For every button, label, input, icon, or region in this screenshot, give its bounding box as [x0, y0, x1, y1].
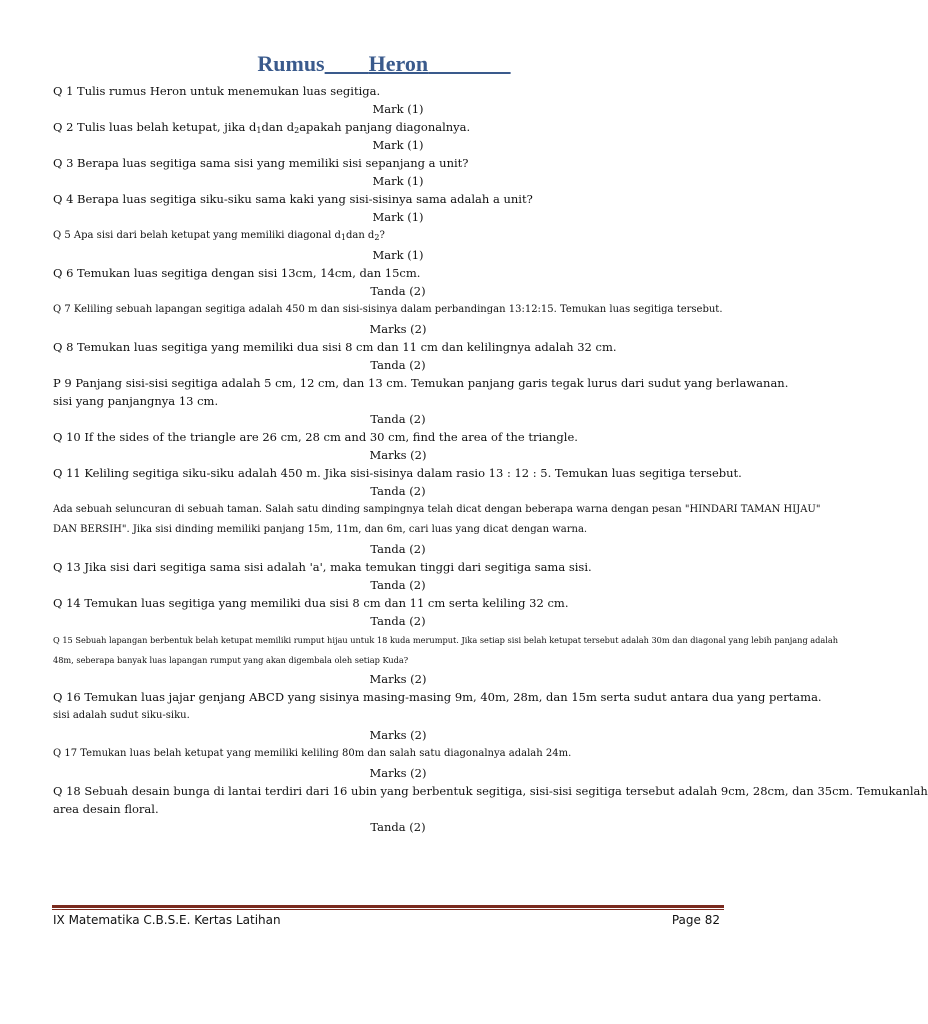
question-14: Q 14 Temukan luas segitiga yang memiliki dua sisi 8 cm dan 11 cm serta keliling 32 cm. [53, 596, 569, 610]
question-10: Q 10 If the sides of the triangle are 26 cm, 28 cm and 30 cm, find the area of the triangle. [53, 430, 578, 444]
question-5-text-b: dan d [345, 230, 375, 241]
mark-16: Marks (2) [369, 728, 427, 742]
title-word-rumus: Rumus [257, 51, 325, 76]
mark-10: Marks (2) [369, 448, 427, 462]
mark-1: Mark (1) [372, 102, 424, 116]
question-2-sub-2: 2 [294, 126, 300, 135]
mark-11: Tanda (2) [370, 484, 426, 498]
mark-7: Marks (2) [369, 322, 427, 336]
mark-18: Tanda (2) [370, 820, 426, 834]
question-18-line-2: area desain floral. [53, 802, 159, 816]
question-5-sub-1: 1 [340, 233, 346, 242]
question-15-line-1: Q 15 Sebuah lapangan berbentuk belah ketupat memiliki rumput hijau untuk 18 kuda merumput. Jika setiap sisi belah ketupat tersebut adalah 30m dan diagonal yang lebih panjang adalah [53, 635, 839, 645]
question-5-text-c: ? [379, 230, 385, 241]
mark-8: Tanda (2) [370, 358, 426, 372]
title-underline-tail [428, 51, 511, 76]
mark-5: Mark (1) [372, 248, 424, 262]
question-5-sub-2: 2 [374, 233, 380, 242]
question-8: Q 8 Temukan luas segitiga yang memiliki dua sisi 8 cm dan 11 cm dan kelilingnya adalah 32 cm. [53, 340, 617, 354]
question-16-line-1: Q 16 Temukan luas jajar genjang ABCD yang sisinya masing-masing 9m, 40m, 28m, dan 15m serta sudut antara dua yang pertama. [53, 690, 822, 704]
question-list [53, 82, 928, 836]
question-1: Q 1 Tulis rumus Heron untuk menemukan luas segitiga. [53, 84, 381, 98]
page-title [0, 50, 768, 78]
footer-divider [52, 905, 724, 908]
question-12-line-1: Ada sebuah seluncuran di sebuah taman. Salah satu dinding sampingnya telah dicat dengan beberapa warna dengan pesan "HINDARI TAMAN HIJAU" [53, 504, 821, 515]
question-11: Q 11 Keliling segitiga siku-siku adalah 450 m. Jika sisi-sisinya dalam rasio 13 : 12 : 5. Temukan luas segitiga tersebut. [53, 466, 742, 480]
question-2-text-a: Q 2 Tulis luas belah ketupat, jika d [53, 120, 257, 134]
mark-13: Tanda (2) [370, 578, 426, 592]
title-word-heron: Heron [368, 51, 429, 76]
question-3: Q 3 Berapa luas segitiga sama sisi yang memiliki sisi sepanjang a unit? [53, 156, 469, 170]
mark-4: Mark (1) [372, 210, 424, 224]
mark-14: Tanda (2) [370, 614, 426, 628]
footer-page-number: Page 82 [671, 913, 720, 927]
question-2-sub-1: 1 [256, 126, 262, 135]
question-7: Q 7 Keliling sebuah lapangan segitiga adalah 450 m dan sisi-sisinya dalam perbandingan 13:12:15. Temukan luas segitiga tersebut. [53, 304, 723, 315]
mark-9: Tanda (2) [370, 412, 426, 426]
question-4: Q 4 Berapa luas segitiga siku-siku sama kaki yang sisi-sisinya sama adalah a unit? [53, 192, 533, 206]
question-5 [53, 226, 743, 246]
question-16-line-2: sisi adalah sudut siku-siku. [53, 710, 190, 721]
mark-12: Tanda (2) [370, 542, 426, 556]
question-2-text-b: dan d [261, 120, 295, 134]
mark-3: Mark (1) [372, 174, 424, 188]
question-12-line-2: DAN BERSIH". Jika sisi dinding memiliki panjang 15m, 11m, dan 6m, cari luas yang dicat dengan warna. [53, 524, 588, 535]
footer-divider-thin [52, 909, 724, 910]
question-17: Q 17 Temukan luas belah ketupat yang memiliki keliling 80m dan salah satu diagonalnya adalah 24m. [53, 748, 572, 759]
question-15-line-2: 48m, seberapa banyak luas lapangan rumput yang akan digembala oleh setiap Kuda? [53, 655, 409, 665]
mark-6: Tanda (2) [370, 284, 426, 298]
question-2 [53, 118, 743, 136]
question-18-line-1: Q 18 Sebuah desain bunga di lantai terdiri dari 16 ubin yang berbentuk segitiga, sisi-sisi segitiga tersebut adalah 9cm, 28cm, dan 35cm. Temukanlah [53, 784, 928, 798]
question-5-text-a: Q 5 Apa sisi dari belah ketupat yang memiliki diagonal d [53, 230, 341, 241]
mark-15: Marks (2) [369, 672, 427, 686]
question-6: Q 6 Temukan luas segitiga dengan sisi 13cm, 14cm, dan 15cm. [53, 266, 421, 280]
question-13: Q 13 Jika sisi dari segitiga sama sisi adalah 'a', maka temukan tinggi dari segitiga sama sisi. [53, 560, 592, 574]
question-2-text-c: apakah panjang diagonalnya. [299, 120, 471, 134]
title-underline-gap [325, 51, 369, 76]
question-9-line-1: P 9 Panjang sisi-sisi segitiga adalah 5 cm, 12 cm, dan 13 cm. Temukan panjang garis tegak lurus dari sudut yang berlawanan. [53, 376, 789, 390]
footer-document-title: IX Matematika C.B.S.E. Kertas Latihan [53, 913, 281, 927]
mark-17: Marks (2) [369, 766, 427, 780]
mark-2: Mark (1) [372, 138, 424, 152]
question-9-line-2: sisi yang panjangnya 13 cm. [53, 394, 219, 408]
